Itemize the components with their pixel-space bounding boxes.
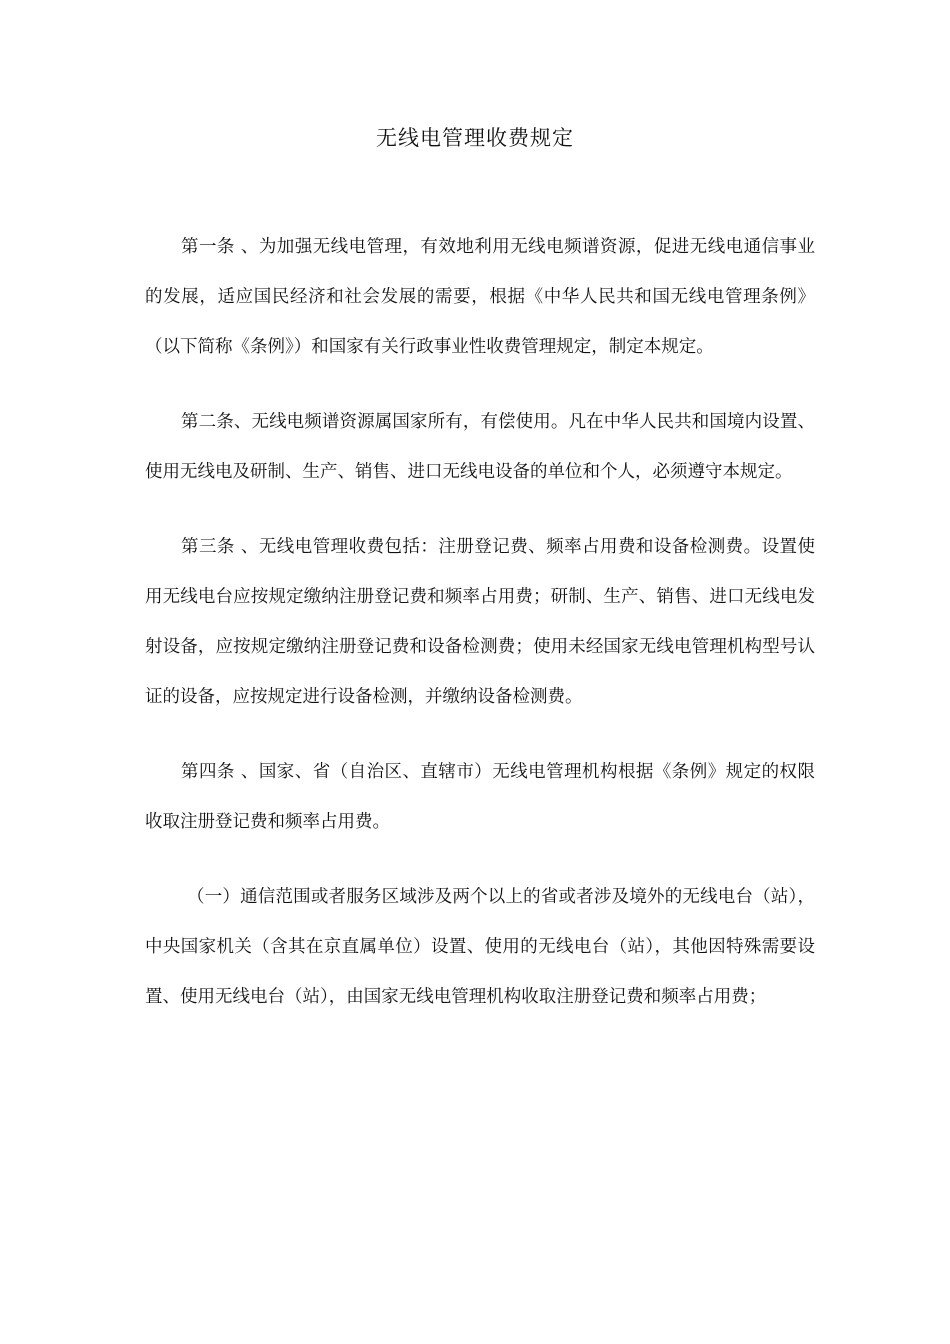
document-title: 无线电管理收费规定 bbox=[376, 126, 574, 150]
article-4-item-1-paragraph: （一）通信范围或者服务区域涉及两个以上的省或者涉及境外的无线电台（站），中央国家机关（含其在京直属单位）设置、使用的无线电台（站），其他因特殊需要设置、使用无线电台（站），由国家无线电管理机构收取注册登记费和频率占用费； bbox=[145, 887, 815, 1007]
article-2-paragraph: 第二条、无线电频谱资源属国家所有，有偿使用。凡在中华人民共和国境内设置、使用无线电及研制、生产、销售、进口无线电设备的单位和个人，必须遵守本规定。 bbox=[145, 412, 815, 482]
paragraph-spacer bbox=[145, 497, 815, 522]
article-1-paragraph: 第一条 、为加强无线电管理，有效地利用无线电频谱资源，促进无线电通信事业的发展，适应国民经济和社会发展的需要，根据《中华人民共和国无线电管理条例》（以下简称《条例》）和国家有关行政事业性收费管理规定，制定本规定。 bbox=[145, 237, 815, 357]
article-4-paragraph: 第四条 、国家、省（自治区、直辖市）无线电管理机构根据《条例》规定的权限收取注册登记费和频率占用费。 bbox=[145, 762, 815, 832]
article-3-paragraph: 第三条 、无线电管理收费包括：注册登记费、频率占用费和设备检测费。设置使用无线电台应按规定缴纳注册登记费和频率占用费；研制、生产、销售、进口无线电发射设备，应按规定缴纳注册登记费和设备检测费；使用未经国家无线电管理机构型号认证的设备，应按规定进行设备检测，并缴纳设备检测费。 bbox=[145, 537, 815, 707]
document-body bbox=[145, 222, 815, 1022]
paragraph-spacer bbox=[145, 847, 815, 872]
paragraph-spacer bbox=[145, 372, 815, 397]
paragraph-spacer bbox=[145, 722, 815, 747]
